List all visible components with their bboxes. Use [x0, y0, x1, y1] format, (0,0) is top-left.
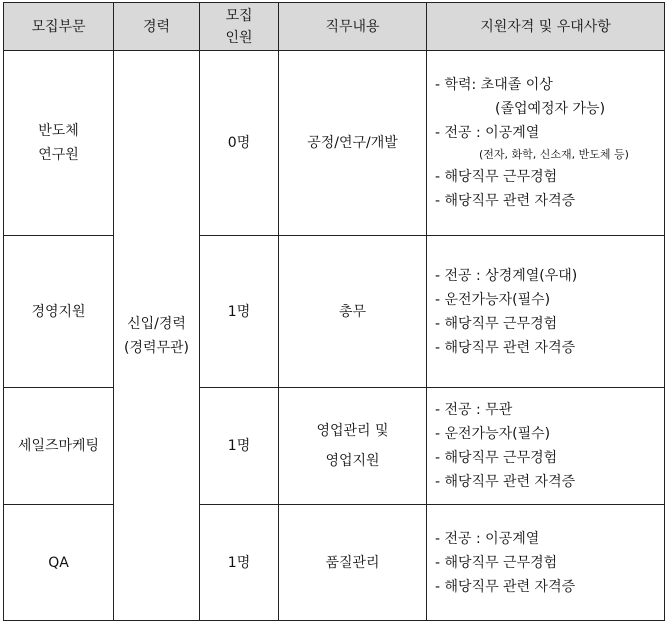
header-duties: 직무내용: [279, 3, 427, 51]
duty-text: 품질관리: [325, 554, 380, 571]
qualification-item: - 학력: 초대졸 이상: [435, 77, 553, 93]
qualification-item: - 전공 : 무관: [435, 402, 513, 418]
qualifications-cell: [427, 505, 665, 621]
division-text: QA: [48, 554, 69, 571]
qualification-item: - 운전가능자(필수): [435, 291, 551, 308]
recruitment-table: [3, 2, 665, 621]
qualification-item: (전자, 화학, 신소재, 반도체 등): [479, 148, 629, 161]
division-cell: [4, 388, 114, 505]
duty-text: 영업관리 및: [316, 423, 389, 439]
headcount-cell: 0명: [200, 51, 279, 236]
duty-cell: [279, 51, 427, 236]
qualifications-cell: [427, 388, 665, 505]
qualification-item: - 해당직무 관련 자격증: [435, 474, 576, 490]
division-cell: [4, 505, 114, 621]
qualification-item: - 전공 : 이공계열: [435, 125, 540, 141]
experience-cell: [114, 51, 200, 621]
division-text: 세일즈마케팅: [17, 438, 100, 454]
table-row: [4, 388, 665, 505]
experience-text: (경력무관): [123, 339, 190, 356]
qualification-item: - 전공 : 상경계열(우대): [435, 267, 578, 284]
headcount-cell: 1명: [200, 236, 279, 388]
headcount-cell: 1명: [200, 505, 279, 621]
table-row: [4, 505, 665, 621]
qualification-item: - 전공 : 이공계열: [435, 530, 540, 547]
table-row: [4, 51, 665, 236]
division-cell: [4, 236, 114, 388]
qualification-item: - 해당직무 근무경험: [435, 450, 558, 466]
duty-cell: [279, 388, 427, 505]
duty-text: 공정/연구/개발: [307, 135, 398, 151]
qualifications-cell: [427, 51, 665, 236]
division-text: 경영지원: [31, 303, 86, 320]
division-text: 연구원: [38, 147, 79, 163]
headcount-cell: 1명: [200, 388, 279, 505]
qualification-item: - 해당직무 관련 자격증: [435, 193, 576, 209]
header-headcount: [200, 3, 279, 51]
duty-cell: [279, 236, 427, 388]
duty-text: 영업지원: [325, 453, 380, 469]
header-headcount-line1: 모집: [225, 7, 253, 24]
header-division: 모집부문: [4, 3, 114, 51]
qualification-item: - 운전가능자(필수): [435, 426, 551, 442]
experience-text: 신입/경력: [127, 315, 186, 332]
qualifications-cell: [427, 236, 665, 388]
qualification-item: - 해당직무 관련 자격증: [435, 339, 576, 356]
header-headcount-line2: 인원: [225, 29, 253, 46]
header-qualifications: 지원자격 및 우대사항: [427, 3, 665, 51]
qualification-item: - 해당직무 근무경험: [435, 315, 558, 332]
division-cell: [4, 51, 114, 236]
header-experience: 경력: [114, 3, 200, 51]
qualification-item: - 해당직무 근무경험: [435, 554, 558, 571]
header-row: [4, 3, 665, 51]
duty-cell: [279, 505, 427, 621]
duty-text: 총무: [338, 303, 367, 320]
qualification-item: (졸업예정자 가능): [495, 101, 606, 117]
qualification-item: - 해당직무 관련 자격증: [435, 578, 576, 595]
division-text: 반도체: [38, 123, 79, 139]
table-row: [4, 236, 665, 388]
qualification-item: - 해당직무 근무경험: [435, 169, 558, 185]
